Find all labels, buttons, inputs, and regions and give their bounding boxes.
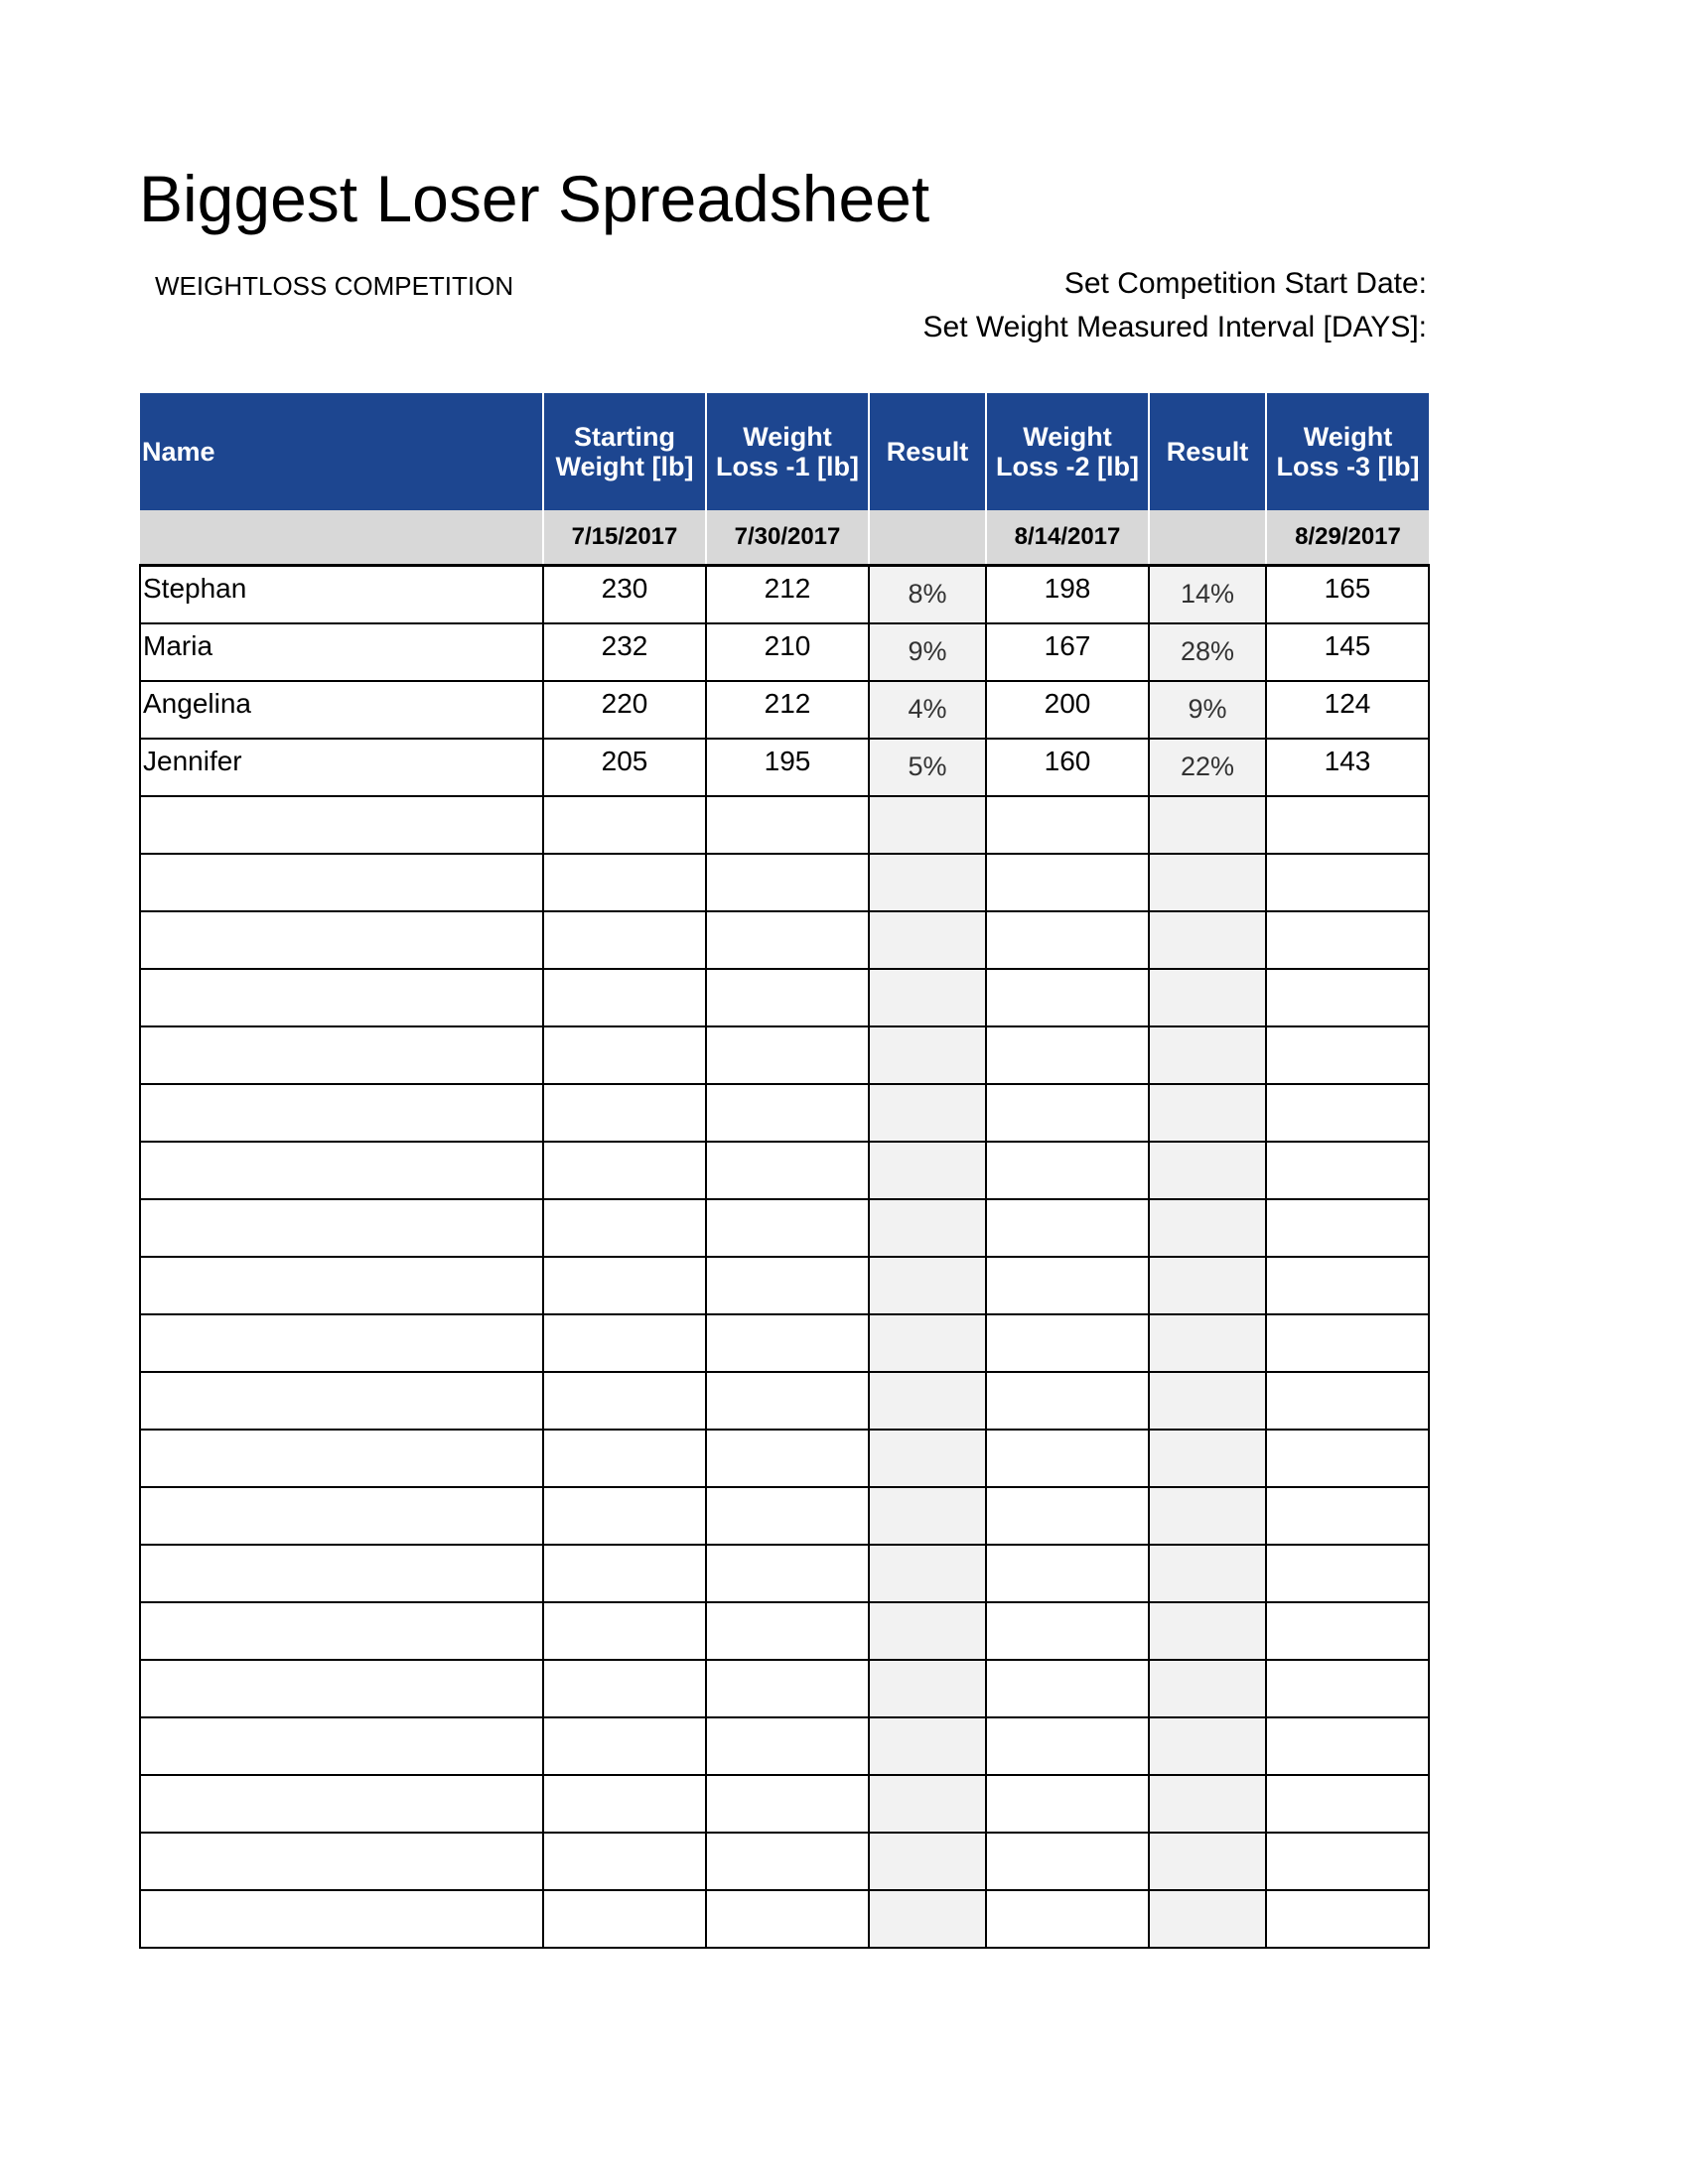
result-1-cell (869, 911, 986, 969)
weight-loss-1-cell[interactable] (706, 911, 869, 969)
date-cell-start[interactable]: 7/15/2017 (543, 510, 706, 566)
result-1-cell: 8% (869, 566, 986, 623)
weight-loss-1-cell[interactable] (706, 1199, 869, 1257)
result-2-cell: 9% (1149, 681, 1266, 739)
weight-loss-3-cell[interactable] (1266, 1142, 1429, 1199)
weight-loss-2-cell[interactable] (986, 1890, 1149, 1948)
result-1-cell (869, 1257, 986, 1314)
starting-weight-cell[interactable]: 230 (543, 566, 706, 623)
name-cell[interactable] (140, 1142, 543, 1199)
starting-weight-cell[interactable] (543, 854, 706, 911)
weight-loss-2-cell[interactable] (986, 1660, 1149, 1717)
weight-loss-3-cell[interactable] (1266, 796, 1429, 854)
weight-loss-1-cell[interactable] (706, 1717, 869, 1775)
date-cell-name (140, 510, 543, 566)
name-cell[interactable] (140, 1257, 543, 1314)
weight-loss-2-cell[interactable] (986, 1487, 1149, 1545)
result-2-cell (1149, 1257, 1266, 1314)
name-cell[interactable] (140, 1026, 543, 1084)
result-2-cell (1149, 1026, 1266, 1084)
weight-loss-2-cell[interactable] (986, 1026, 1149, 1084)
weight-loss-1-cell[interactable] (706, 1026, 869, 1084)
header-result-1: Result (869, 393, 986, 510)
weight-loss-2-cell[interactable]: 167 (986, 623, 1149, 681)
weight-loss-3-cell[interactable]: 124 (1266, 681, 1429, 739)
starting-weight-cell[interactable]: 220 (543, 681, 706, 739)
result-1-cell (869, 1545, 986, 1602)
header-row (140, 393, 1429, 510)
starting-weight-cell[interactable] (543, 911, 706, 969)
weight-loss-1-cell[interactable] (706, 1257, 869, 1314)
name-cell[interactable] (140, 1314, 543, 1372)
result-1-cell (869, 1890, 986, 1948)
table-row (140, 1026, 1429, 1084)
weight-loss-2-cell[interactable]: 198 (986, 566, 1149, 623)
weight-loss-1-cell[interactable] (706, 796, 869, 854)
result-2-cell (1149, 1430, 1266, 1487)
weight-loss-1-cell[interactable] (706, 1142, 869, 1199)
table-row (140, 1660, 1429, 1717)
table-row (140, 969, 1429, 1026)
weight-loss-3-cell[interactable] (1266, 1314, 1429, 1372)
weight-loss-1-cell[interactable] (706, 1545, 869, 1602)
competition-settings (923, 262, 1427, 349)
name-cell[interactable] (140, 1084, 543, 1142)
weight-loss-2-cell[interactable] (986, 1257, 1149, 1314)
weight-loss-3-cell[interactable] (1266, 1084, 1429, 1142)
starting-weight-cell[interactable] (543, 1890, 706, 1948)
name-cell[interactable] (140, 796, 543, 854)
weight-loss-3-cell[interactable] (1266, 1026, 1429, 1084)
result-2-cell (1149, 1314, 1266, 1372)
weight-loss-1-cell[interactable] (706, 1602, 869, 1660)
weight-loss-1-cell[interactable] (706, 1372, 869, 1430)
weight-loss-3-cell[interactable] (1266, 1430, 1429, 1487)
result-1-cell (869, 1430, 986, 1487)
weight-loss-3-cell[interactable] (1266, 1372, 1429, 1430)
result-1-cell (869, 1775, 986, 1833)
table-row (140, 1545, 1429, 1602)
result-2-cell: 28% (1149, 623, 1266, 681)
weight-loss-3-cell[interactable] (1266, 1890, 1429, 1948)
starting-weight-cell[interactable] (543, 796, 706, 854)
weight-loss-2-cell[interactable] (986, 1717, 1149, 1775)
date-cell-result-1 (869, 510, 986, 566)
name-cell[interactable] (140, 1660, 543, 1717)
weight-loss-1-cell[interactable]: 210 (706, 623, 869, 681)
weight-loss-2-cell[interactable] (986, 1084, 1149, 1142)
starting-weight-cell[interactable] (543, 1084, 706, 1142)
result-2-cell (1149, 1890, 1266, 1948)
name-cell[interactable] (140, 1602, 543, 1660)
starting-weight-cell[interactable] (543, 1545, 706, 1602)
header-name: Name (140, 393, 543, 510)
date-cell-result-2 (1149, 510, 1266, 566)
starting-weight-cell[interactable] (543, 1602, 706, 1660)
header-starting-weight: Starting Weight [lb] (543, 393, 706, 510)
weight-loss-1-cell[interactable] (706, 1084, 869, 1142)
interval-label: Set Weight Measured Interval [DAYS]: (922, 311, 1427, 343)
weight-loss-1-cell[interactable] (706, 1487, 869, 1545)
result-2-cell (1149, 1372, 1266, 1430)
weight-loss-2-cell[interactable]: 200 (986, 681, 1149, 739)
name-cell[interactable] (140, 1775, 543, 1833)
name-cell[interactable] (140, 1717, 543, 1775)
table-row (140, 1257, 1429, 1314)
date-cell-loss-3[interactable]: 8/29/2017 (1266, 510, 1429, 566)
weight-loss-2-cell[interactable] (986, 1545, 1149, 1602)
start-date-label: Set Competition Start Date: (1063, 267, 1427, 300)
result-1-cell (869, 1372, 986, 1430)
starting-weight-cell[interactable] (543, 1142, 706, 1199)
result-2-cell (1149, 1142, 1266, 1199)
result-2-cell: 14% (1149, 566, 1266, 623)
weight-loss-3-cell[interactable]: 145 (1266, 623, 1429, 681)
starting-weight-cell[interactable]: 232 (543, 623, 706, 681)
weight-loss-3-cell[interactable] (1266, 1775, 1429, 1833)
starting-weight-cell[interactable] (543, 1314, 706, 1372)
table-row (140, 1430, 1429, 1487)
starting-weight-cell[interactable] (543, 1660, 706, 1717)
table-row (140, 796, 1429, 854)
result-2-cell: 22% (1149, 739, 1266, 796)
starting-weight-cell[interactable] (543, 1372, 706, 1430)
table-row (140, 566, 1429, 623)
result-2-cell (1149, 1545, 1266, 1602)
weight-loss-2-cell[interactable]: 160 (986, 739, 1149, 796)
weight-loss-3-cell[interactable] (1266, 1257, 1429, 1314)
name-cell[interactable] (140, 1430, 543, 1487)
name-cell[interactable] (140, 969, 543, 1026)
starting-weight-cell[interactable] (543, 1717, 706, 1775)
result-2-cell (1149, 1833, 1266, 1890)
weight-loss-1-cell[interactable] (706, 1430, 869, 1487)
weight-loss-3-cell[interactable] (1266, 1487, 1429, 1545)
page-title: Biggest Loser Spreadsheet (139, 162, 930, 235)
name-cell[interactable]: Angelina (140, 681, 543, 739)
result-2-cell (1149, 1660, 1266, 1717)
result-1-cell (869, 1142, 986, 1199)
weight-loss-3-cell[interactable] (1266, 969, 1429, 1026)
table-row (140, 623, 1429, 681)
table-row (140, 854, 1429, 911)
starting-weight-cell[interactable] (543, 1430, 706, 1487)
result-1-cell (869, 1084, 986, 1142)
table-row (140, 1775, 1429, 1833)
starting-weight-cell[interactable] (543, 1833, 706, 1890)
weight-loss-1-cell[interactable] (706, 1660, 869, 1717)
date-cell-loss-2[interactable]: 8/14/2017 (986, 510, 1149, 566)
table-row (140, 681, 1429, 739)
result-1-cell: 5% (869, 739, 986, 796)
name-cell[interactable] (140, 854, 543, 911)
weight-loss-3-cell[interactable] (1266, 1602, 1429, 1660)
starting-weight-cell[interactable] (543, 1257, 706, 1314)
weight-loss-2-cell[interactable] (986, 1199, 1149, 1257)
name-cell[interactable]: Stephan (140, 566, 543, 623)
table-row (140, 1199, 1429, 1257)
weight-loss-3-cell[interactable]: 143 (1266, 739, 1429, 796)
header-weight-loss-3: Weight Loss -3 [lb] (1266, 393, 1429, 510)
starting-weight-cell[interactable] (543, 1775, 706, 1833)
result-1-cell: 9% (869, 623, 986, 681)
result-2-cell (1149, 1487, 1266, 1545)
weight-loss-3-cell[interactable] (1266, 911, 1429, 969)
result-1-cell (869, 1199, 986, 1257)
weight-loss-2-cell[interactable] (986, 1430, 1149, 1487)
name-cell[interactable]: Jennifer (140, 739, 543, 796)
header-weight-loss-2: Weight Loss -2 [lb] (986, 393, 1149, 510)
name-cell[interactable] (140, 1833, 543, 1890)
weight-loss-3-cell[interactable]: 165 (1266, 566, 1429, 623)
weight-loss-1-cell[interactable]: 212 (706, 566, 869, 623)
name-cell[interactable]: Maria (140, 623, 543, 681)
starting-weight-cell[interactable] (543, 969, 706, 1026)
starting-weight-cell[interactable]: 205 (543, 739, 706, 796)
weight-loss-2-cell[interactable] (986, 1142, 1149, 1199)
result-2-cell (1149, 796, 1266, 854)
weight-loss-1-cell[interactable] (706, 1314, 869, 1372)
weight-loss-2-cell[interactable] (986, 1602, 1149, 1660)
table-row (140, 1372, 1429, 1430)
header-weight-loss-1: Weight Loss -1 [lb] (706, 393, 869, 510)
name-cell[interactable] (140, 1372, 543, 1430)
header-result-2: Result (1149, 393, 1266, 510)
weight-loss-2-cell[interactable] (986, 796, 1149, 854)
table-row (140, 1890, 1429, 1948)
table-row (140, 1833, 1429, 1890)
result-1-cell (869, 796, 986, 854)
weight-loss-1-cell[interactable] (706, 1775, 869, 1833)
name-cell[interactable] (140, 1545, 543, 1602)
result-2-cell (1149, 1602, 1266, 1660)
starting-weight-cell[interactable] (543, 1487, 706, 1545)
starting-weight-cell[interactable] (543, 1026, 706, 1084)
result-1-cell (869, 854, 986, 911)
weight-loss-2-cell[interactable] (986, 1833, 1149, 1890)
weight-loss-1-cell[interactable] (706, 854, 869, 911)
weight-loss-3-cell[interactable] (1266, 1833, 1429, 1890)
result-2-cell (1149, 969, 1266, 1026)
weight-loss-2-cell[interactable] (986, 1314, 1149, 1372)
result-2-cell (1149, 911, 1266, 969)
result-1-cell (869, 1602, 986, 1660)
result-2-cell (1149, 1199, 1266, 1257)
weight-loss-2-cell[interactable] (986, 854, 1149, 911)
result-2-cell (1149, 854, 1266, 911)
weight-loss-1-cell[interactable] (706, 969, 869, 1026)
weight-loss-1-cell[interactable] (706, 1890, 869, 1948)
weight-loss-2-cell[interactable] (986, 1775, 1149, 1833)
table-row (140, 911, 1429, 969)
table-row (140, 1602, 1429, 1660)
table-row (140, 1084, 1429, 1142)
result-1-cell: 4% (869, 681, 986, 739)
result-1-cell (869, 1487, 986, 1545)
table-row (140, 739, 1429, 796)
weight-loss-3-cell[interactable] (1266, 1199, 1429, 1257)
table-row (140, 1142, 1429, 1199)
result-2-cell (1149, 1717, 1266, 1775)
result-1-cell (869, 1833, 986, 1890)
name-cell[interactable] (140, 1199, 543, 1257)
date-row (140, 510, 1429, 566)
table-body (140, 566, 1429, 1948)
result-1-cell (869, 969, 986, 1026)
weight-loss-2-cell[interactable] (986, 969, 1149, 1026)
name-cell[interactable] (140, 1487, 543, 1545)
date-cell-loss-1[interactable]: 7/30/2017 (706, 510, 869, 566)
result-1-cell (869, 1717, 986, 1775)
weight-loss-1-cell[interactable] (706, 1833, 869, 1890)
weight-loss-1-cell[interactable]: 212 (706, 681, 869, 739)
weight-loss-3-cell[interactable] (1266, 1717, 1429, 1775)
weight-loss-3-cell[interactable] (1266, 1660, 1429, 1717)
result-2-cell (1149, 1084, 1266, 1142)
result-1-cell (869, 1660, 986, 1717)
result-1-cell (869, 1026, 986, 1084)
result-1-cell (869, 1314, 986, 1372)
weight-loss-3-cell[interactable] (1266, 854, 1429, 911)
weight-table (139, 393, 1430, 1949)
weight-loss-1-cell[interactable]: 195 (706, 739, 869, 796)
result-2-cell (1149, 1775, 1266, 1833)
competition-subtitle: WEIGHTLOSS COMPETITION (155, 271, 514, 301)
table-row (140, 1717, 1429, 1775)
name-cell[interactable] (140, 1890, 543, 1948)
table-row (140, 1314, 1429, 1372)
starting-weight-cell[interactable] (543, 1199, 706, 1257)
name-cell[interactable] (140, 911, 543, 969)
weight-loss-2-cell[interactable] (986, 1372, 1149, 1430)
weight-loss-3-cell[interactable] (1266, 1545, 1429, 1602)
weight-loss-2-cell[interactable] (986, 911, 1149, 969)
table-row (140, 1487, 1429, 1545)
